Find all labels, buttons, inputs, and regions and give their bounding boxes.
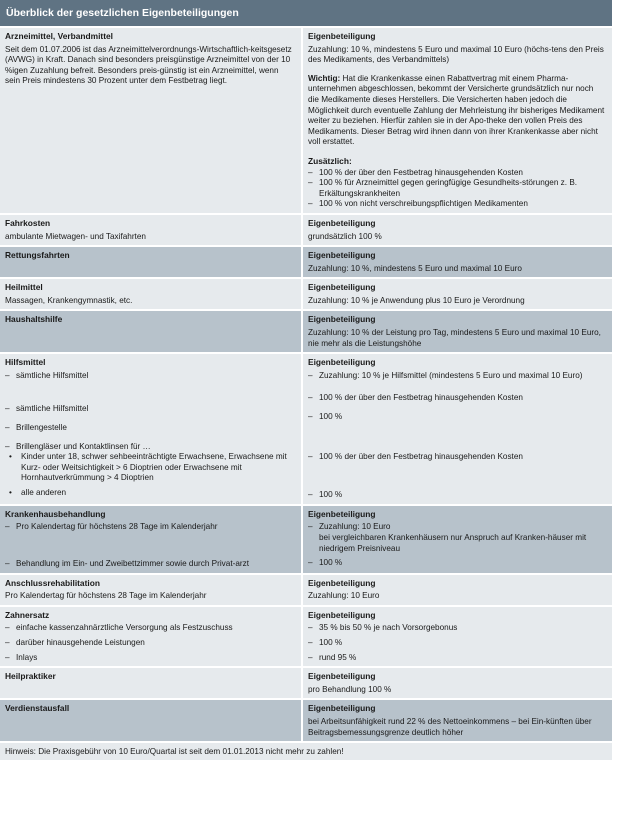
column-heading: Eigenbeteiligung [308, 31, 376, 41]
column-heading: Eigenbeteiligung [308, 609, 376, 620]
row-zahnersatz-right [303, 607, 612, 666]
row-heading: Krankenhausbehandlung [5, 508, 106, 519]
column-heading: Eigenbeteiligung [308, 703, 376, 714]
list-item: – sämtliche Hilfsmittel [5, 370, 89, 380]
row-rettungsfahrten-right [303, 247, 612, 277]
row-haushaltshilfe-left [0, 311, 303, 352]
row-text: Pro Kalendertag für höchstens 28 Tage im Kalenderjahr [5, 591, 207, 601]
row-arzneimittel-right [303, 28, 612, 213]
list-item: – Inlays [5, 652, 38, 662]
row-text: Zuzahlung: 10 % je Anwendung plus 10 Euro je Verordnung [308, 295, 525, 305]
row-text: Massagen, Krankengymnastik, etc. [5, 295, 133, 305]
row-heilpraktiker-right [303, 668, 612, 698]
row-text: Zuzahlung: 10 % der Leistung pro Tag, mindestens 5 Euro und maximal 10 Euro, nie mehr als die Leistungshöhe [308, 328, 601, 348]
list-item: – 100 % für Arzneimittel gegen geringfügige Gesundheits-störungen z. B. Erkältungskrankheiten [308, 178, 578, 198]
row-text: Zuzahlung: 10 %, mindestens 5 Euro und maximal 10 Euro [308, 263, 522, 273]
row-anschlussreha-left [0, 575, 303, 605]
row-krankenhaus-right [303, 506, 612, 573]
note-text [308, 74, 606, 148]
row-heading: Zahnersatz [5, 609, 50, 620]
column-heading: Eigenbeteiligung [308, 577, 376, 588]
list-item: – Brillengläser und Kontaktlinsen für … [5, 441, 151, 451]
list-item: – 100 % der über den Festbetrag hinausgehenden Kosten [308, 451, 523, 461]
list-item: – darüber hinausgehende Leistungen [5, 637, 145, 647]
column-heading: Eigenbeteiligung [308, 217, 376, 228]
list-item: – 100 % [308, 490, 343, 500]
list-item: – Pro Kalendertag für höchstens 28 Tage im Kalenderjahr [5, 522, 218, 532]
row-haushaltshilfe-right [303, 311, 612, 352]
row-text: Zuzahlung: 10 %, mindestens 5 Euro und maximal 10 Euro (höchs-tens den Preis des Medikaments, des Verbandmittels) [308, 44, 604, 65]
row-heilpraktiker-left [0, 668, 303, 698]
list-item: – 100 % [308, 558, 343, 568]
column-heading: Eigenbeteiligung [308, 671, 376, 682]
row-heading: Anschlussrehabilitation [5, 577, 100, 588]
row-heading: Heilpraktiker [5, 671, 56, 682]
list-item: – sämtliche Hilfsmittel [5, 404, 89, 414]
row-text: Zuzahlung: 10 Euro [308, 591, 380, 601]
list-item: – einfache kassenzahnärztliche Versorgung als Festzuschuss [5, 623, 233, 633]
footer-note: Hinweis: Die Praxisgebühr von 10 Euro/Quartal ist seit dem 01.01.2013 nicht mehr zu zahlen! [0, 743, 612, 760]
row-text: ambulante Mietwagen- und Taxifahrten [5, 231, 146, 241]
list-item: – Zuzahlung: 10 % je Hilfsmittel (mindestens 5 Euro und maximal 10 Euro) [308, 370, 583, 380]
row-heading: Rettungsfahrten [5, 250, 70, 261]
list-item: – 100 % [308, 412, 343, 422]
row-heilmittel-right [303, 279, 612, 309]
row-text: bei Arbeitsunfähigkeit rund 22 % des Nettoeinkommens – bei Ein-künften über Beitragsbemessungsgrenze deutlich höher [308, 716, 592, 737]
section-heading: Zusätzlich: [308, 155, 352, 166]
row-text: pro Behandlung 100 % [308, 684, 392, 694]
row-rettungsfahrten-left [0, 247, 303, 277]
row-heading: Fahrkosten [5, 217, 51, 228]
list-item: – 100 % der über den Festbetrag hinausgehenden Kosten [308, 167, 523, 177]
list-item: – 100 % von nicht verschreibungspflichtigen Medikamenten [308, 199, 528, 209]
table [0, 28, 612, 741]
column-heading: Eigenbeteiligung [308, 282, 376, 293]
row-text: grundsätzlich 100 % [308, 231, 382, 241]
row-krankenhaus-left [0, 506, 303, 573]
list-item: – 100 % [308, 637, 343, 647]
list-subitem: • alle anderen [9, 488, 67, 497]
page-title: Überblick der gesetzlichen Eigenbeteiligungen [0, 0, 612, 26]
row-text: Seit dem 01.07.2006 ist das Arzneimittelverordnungs-Wirtschaftlich-keitsgesetz (AVWG) in Kraft. Danach sind besonders preisgünstige Arzneimittel von der 10 %igen Zuzahlung befreit. Besonders preis-günstig ist ein Arzneimittel, wenn sein Preis mindestens 30 Prozent unter dem Festbetrag liegt. [5, 44, 292, 86]
list-subitem: • Kinder unter 18, schwer sehbeeinträchtigte Erwachsene, Erwachsene mit Kurz- oder Weitsichtigkeit > 6 Dioptrien oder Erwachsene mit Hornhautverkrümmung > 4 Dioptrien [9, 452, 287, 483]
column-heading: Eigenbeteiligung [308, 314, 376, 325]
note-label: Wichtig: [308, 73, 341, 83]
row-verdienstausfall-right [303, 700, 612, 741]
row-fahrkosten-left [0, 215, 303, 245]
list-item: – 100 % der über den Festbetrag hinausgehenden Kosten [308, 393, 523, 403]
column-heading: Eigenbeteiligung [308, 357, 376, 368]
column-heading: Eigenbeteiligung [308, 508, 376, 519]
row-heading: Hilfsmittel [5, 357, 46, 368]
row-fahrkosten-right [303, 215, 612, 245]
row-hilfsmittel-right [303, 354, 612, 504]
row-anschlussreha-right [303, 575, 612, 605]
list-item: – 35 % bis 50 % je nach Vorsorgebonus [308, 623, 458, 633]
row-heading: Heilmittel [5, 282, 43, 293]
list-item: – Behandlung im Ein- und Zweibettzimmer sowie durch Privat-arzt [5, 559, 249, 568]
row-heilmittel-left [0, 279, 303, 309]
row-heading: Haushaltshilfe [5, 314, 63, 325]
row-zahnersatz-left [0, 607, 303, 666]
list-item: – Zuzahlung: 10 Euro bei vergleichbaren Krankenhäusern nur Anspruch auf Kranken-häuser mit niedrigem Preisniveau [308, 522, 587, 553]
list-item: – Brillengestelle [5, 423, 67, 433]
row-heading: Arzneimittel, Verbandmittel [5, 31, 113, 41]
list-item: – rund 95 % [308, 652, 357, 662]
note-body: Hat die Krankenkasse einen Rabattvertrag mit einem Pharma-unternehmen abgeschlossen, bekommt der Versicherte grundsätzlich nur noch die Medikamente dieses Herstellers. Die Versicherten haben jedoch die Möglichkeit durch eventuelle Zahlung der Mehrleistung ihr bisheriges Medikament weiter zu beziehen. Hierfür zahlen sie in der Apo-theke den vollen Preis des Medikaments. Dieser Betrag wird ihnen dann von ihrer Krankenkasse aber nicht voll erstattet. [308, 73, 605, 147]
column-heading: Eigenbeteiligung [308, 250, 376, 261]
row-heading: Verdienstausfall [5, 703, 70, 714]
row-verdienstausfall-left [0, 700, 303, 741]
row-arzneimittel-left [0, 28, 303, 213]
row-hilfsmittel-left [0, 354, 303, 504]
